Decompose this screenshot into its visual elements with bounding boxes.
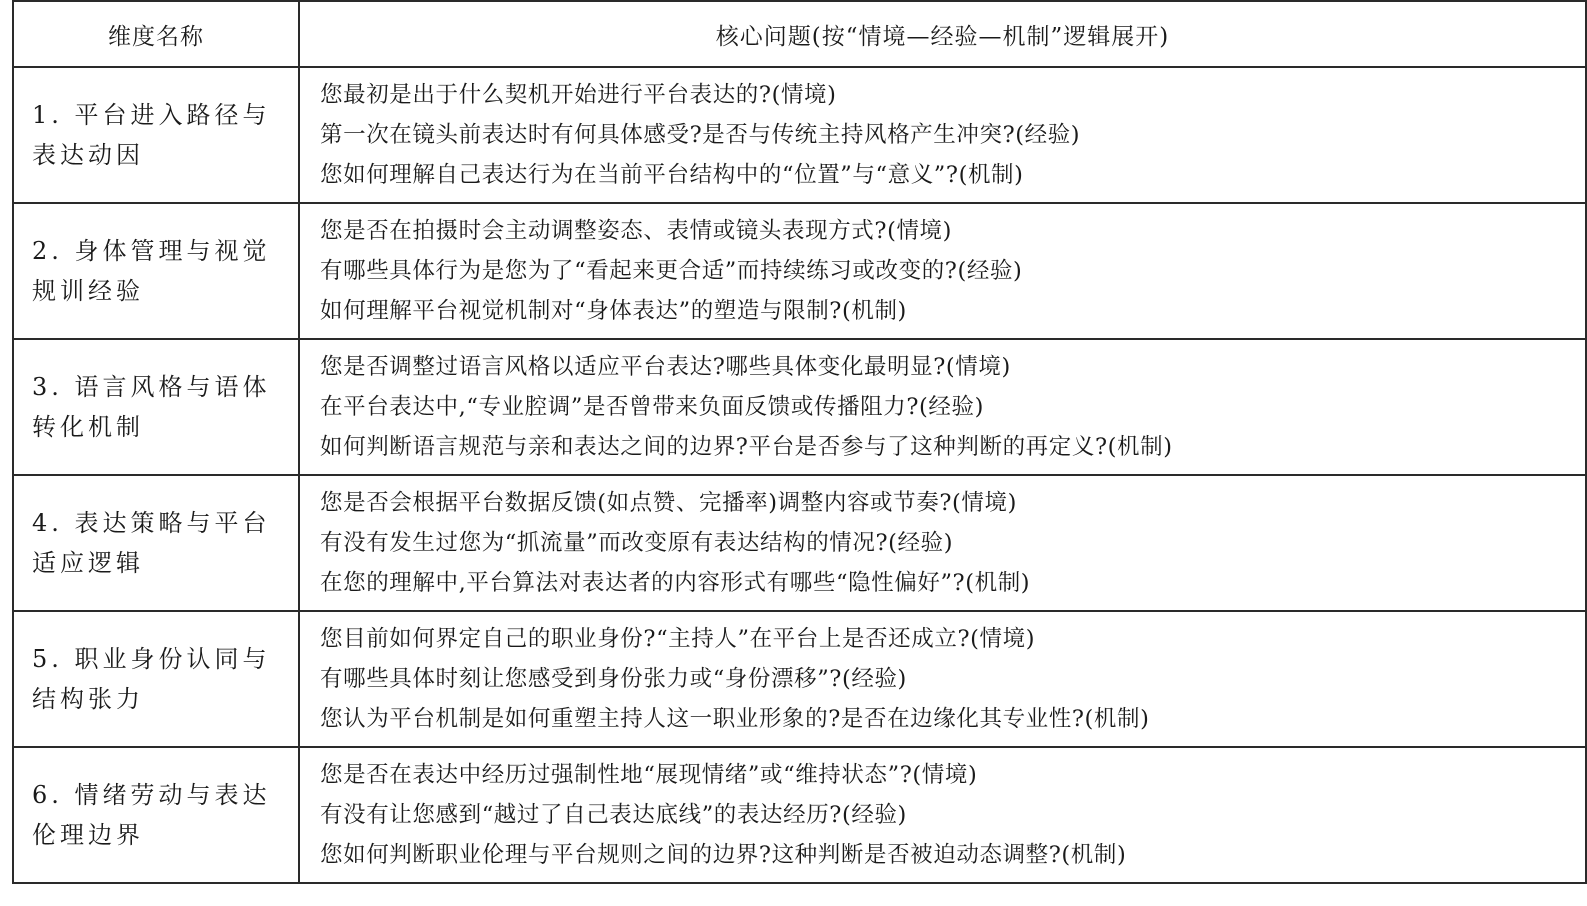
- questions-cell: [299, 67, 1586, 203]
- dimension-label-line: 2. 身体管理与视觉: [32, 237, 271, 265]
- dimension-cell: [13, 339, 299, 475]
- question-mechanism: 您认为平台机制是如何重塑主持人这一职业形象的?是否在边缘化其专业性?(机制): [320, 706, 1150, 732]
- dimension-label-line: 6. 情绪劳动与表达: [32, 781, 271, 809]
- question-situation: 您最初是出于什么契机开始进行平台表达的?(情境): [320, 82, 837, 108]
- questions-cell: [299, 747, 1586, 883]
- questions-cell: [299, 475, 1586, 611]
- dimension-label-line: 5. 职业身份认同与: [32, 645, 271, 673]
- question-mechanism: 在您的理解中,平台算法对表达者的内容形式有哪些“隐性偏好”?(机制): [320, 570, 1031, 596]
- dimension-label-line: 表达动因: [32, 141, 144, 169]
- question-experience: 有哪些具体行为是您为了“看起来更合适”而持续练习或改变的?(经验): [320, 258, 1023, 284]
- interview-outline-table: [12, 0, 1587, 884]
- table-row: [13, 475, 1586, 611]
- question-mechanism: 您如何判断职业伦理与平台规则之间的边界?这种判断是否被迫动态调整?(机制): [320, 842, 1127, 868]
- dimension-label-line: 规训经验: [32, 277, 144, 305]
- dimension-label-line: 3. 语言风格与语体: [32, 373, 271, 401]
- dimension-cell: [13, 747, 299, 883]
- question-experience: 有哪些具体时刻让您感受到身份张力或“身份漂移”?(经验): [320, 666, 907, 692]
- question-experience: 第一次在镜头前表达时有何具体感受?是否与传统主持风格产生冲突?(经验): [320, 122, 1081, 148]
- dimension-label-line: 适应逻辑: [32, 549, 144, 577]
- question-mechanism: 您如何理解自己表达行为在当前平台结构中的“位置”与“意义”?(机制): [320, 162, 1024, 188]
- dimension-label-line: 转化机制: [32, 413, 144, 441]
- questions-cell: [299, 611, 1586, 747]
- dimension-label-line: 伦理边界: [32, 821, 144, 849]
- table-row: [13, 203, 1586, 339]
- question-situation: 您是否在拍摄时会主动调整姿态、表情或镜头表现方式?(情境): [320, 218, 953, 244]
- questions-cell: [299, 339, 1586, 475]
- dimension-label-line: 结构张力: [32, 685, 144, 713]
- question-situation: 您目前如何界定自己的职业身份?“主持人”在平台上是否还成立?(情境): [320, 626, 1036, 652]
- questions-cell: [299, 203, 1586, 339]
- question-situation: 您是否在表达中经历过强制性地“展现情绪”或“维持状态”?(情境): [320, 762, 978, 788]
- dimension-cell: [13, 475, 299, 611]
- question-experience: 在平台表达中,“专业腔调”是否曾带来负面反馈或传播阻力?(经验): [320, 394, 984, 420]
- table-row: [13, 67, 1586, 203]
- header-core-questions: 核心问题(按“情境—经验—机制”逻辑展开): [299, 1, 1586, 67]
- dimension-label-line: 1. 平台进入路径与: [32, 101, 271, 129]
- dimension-label-line: 4. 表达策略与平台: [32, 509, 271, 537]
- question-experience: 有没有发生过您为“抓流量”而改变原有表达结构的情况?(经验): [320, 530, 954, 556]
- table-header-row: [13, 1, 1586, 67]
- dimension-cell: [13, 611, 299, 747]
- table-row: [13, 339, 1586, 475]
- table-row: [13, 747, 1586, 883]
- question-situation: 您是否调整过语言风格以适应平台表达?哪些具体变化最明显?(情境): [320, 354, 1011, 380]
- table-row: [13, 611, 1586, 747]
- question-experience: 有没有让您感到“越过了自己表达底线”的表达经历?(经验): [320, 802, 907, 828]
- question-mechanism: 如何判断语言规范与亲和表达之间的边界?平台是否参与了这种判断的再定义?(机制): [320, 434, 1173, 460]
- dimension-cell: [13, 203, 299, 339]
- question-situation: 您是否会根据平台数据反馈(如点赞、完播率)调整内容或节奏?(情境): [320, 490, 1017, 516]
- question-mechanism: 如何理解平台视觉机制对“身体表达”的塑造与限制?(机制): [320, 298, 907, 324]
- dimension-cell: [13, 67, 299, 203]
- header-dimension-name: 维度名称: [13, 1, 299, 67]
